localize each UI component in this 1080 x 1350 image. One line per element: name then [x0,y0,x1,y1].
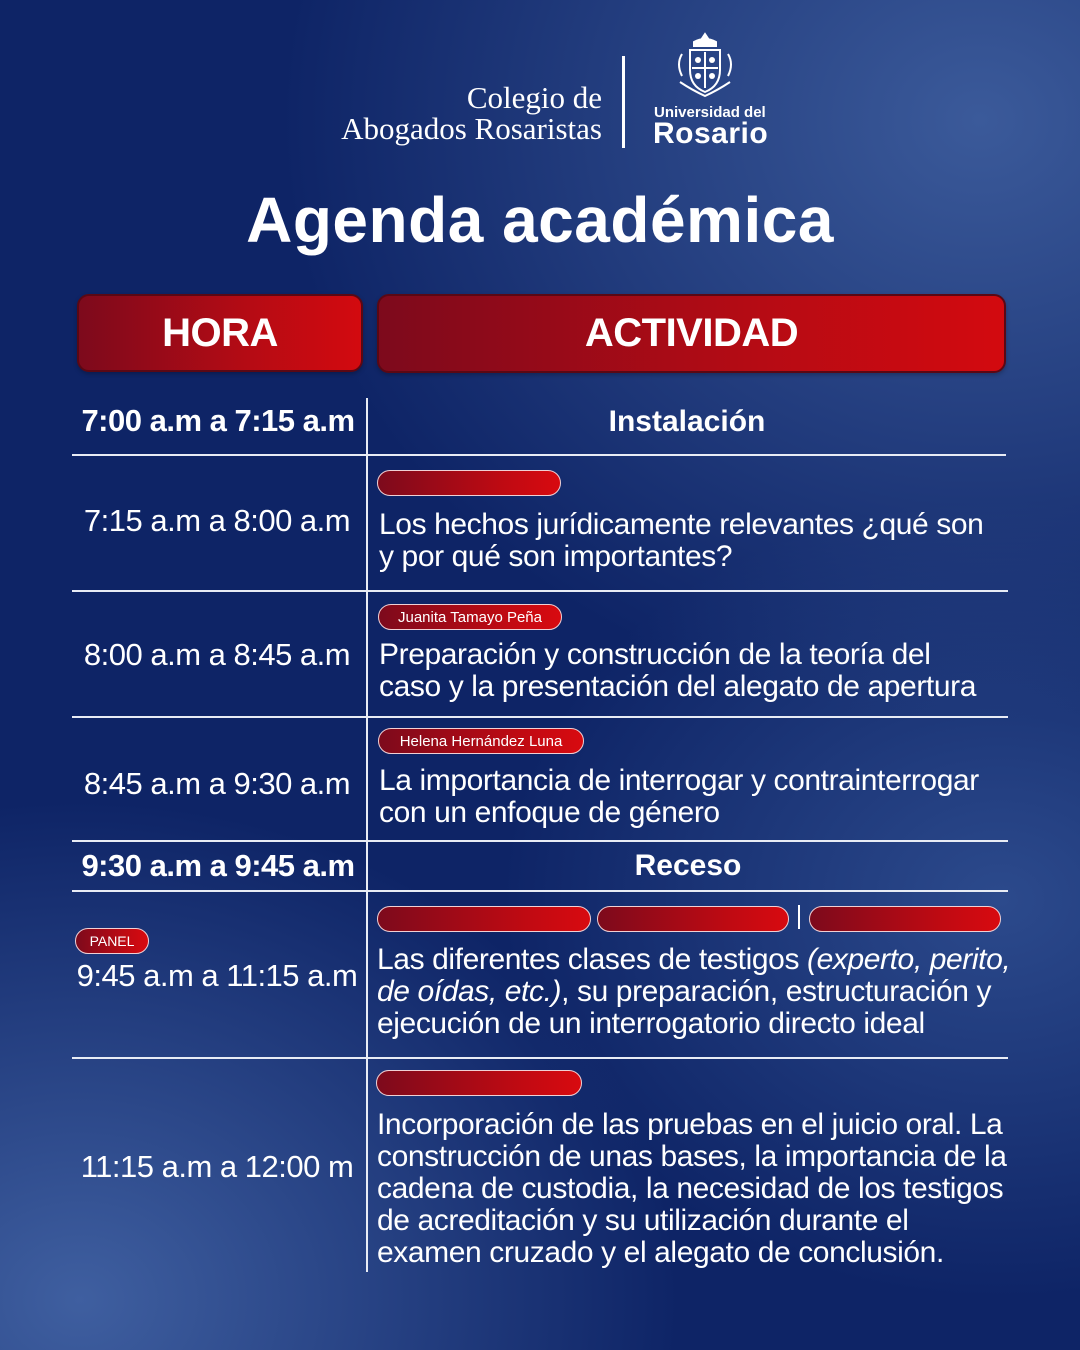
row-time: 8:00 a.m a 8:45 a.m [83,637,351,672]
pill-separator [798,905,800,929]
row-divider [72,590,1008,592]
panel-badge: PANEL [75,928,149,954]
header-divider [622,56,625,148]
org-name [300,82,602,144]
row-divider [72,716,1008,718]
row-activity: Preparación y construcción de la teoría del caso y la presentación del alegato de apertura [379,638,977,703]
row-activity: Las diferentes clases de testigos (experto, perito, de oídas, etc.), su preparación, estructuración y ejecución de un interrogatorio directo ideal [377,943,1011,1040]
row-activity: Los hechos jurídicamente relevantes ¿qué son y por qué son importantes? [379,508,984,573]
row-activity: Instalación [608,405,766,438]
speaker-pill [597,906,789,932]
row-time: 9:30 a.m a 9:45 a.m [81,848,355,883]
table-column-divider [366,398,368,1272]
page-title: Agenda académica [246,184,834,256]
row-divider [72,454,1006,456]
speaker-pill [377,470,561,496]
column-header-activity: ACTIVIDAD [377,294,1006,373]
speaker-pill [809,906,1001,932]
column-header-time: HORA [77,294,363,372]
row-time: 7:15 a.m a 8:00 a.m [83,503,351,538]
row-divider [72,890,1008,892]
speaker-pill: Helena Hernández Luna [378,728,584,754]
row-activity: La importancia de interrogar y contrainterrogar con un enfoque de género [379,764,979,829]
speaker-pill [377,906,591,932]
row-activity: Incorporación de las pruebas en el juicio oral. La construcción de unas bases, la importancia de la cadena de custodia, la necesidad de los testigos de acreditación y su utilización durante el examen cruzado y el alegato de conclusión. [377,1108,1007,1269]
speaker-pill: Juanita Tamayo Peña [378,604,562,630]
row-divider [72,1057,1008,1059]
row-time: 11:15 a.m a 12:00 m [80,1149,354,1184]
row-time: 9:45 a.m a 11:15 a.m [76,958,358,993]
speaker-pill [376,1070,582,1096]
row-divider [72,840,1008,842]
row-activity: Receso [634,849,742,882]
org-name-line1: Colegio de [466,80,602,115]
university-crest-icon [672,30,738,100]
row-time: 8:45 a.m a 9:30 a.m [83,766,351,801]
row-time: 7:00 a.m a 7:15 a.m [81,403,355,438]
org-name-line2: Abogados Rosaristas [341,111,602,146]
university-name-line1: Universidad del [654,104,766,121]
university-name-line2: Rosario [653,117,769,150]
